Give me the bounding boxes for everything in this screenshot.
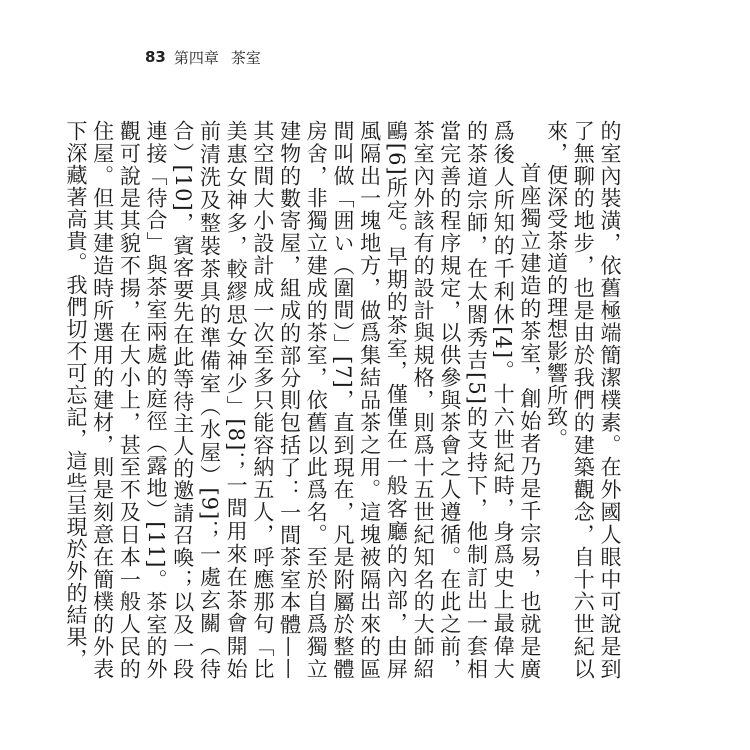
chapter-title: 第四章	[173, 48, 219, 67]
vertical-text-body	[63, 120, 633, 680]
paragraph-first-teahouse: 首座獨立建造的茶室，創始者乃是千宗易，也就是廣爲後人所知的千利休[4]。十六世紀時，身爲史上最偉大的茶道宗師，在太閤秀吉[5]的支持下，他制訂出一套相當完善的程序規定，以供參與茶會之人遵循。在此之前，茶室內外該有的設計與規格，則爲十五世紀知名的大師紹鷗[6]所定。早期的茶室，僅僅在一般客廳的內部，由屏風隔出一塊地方，做爲集結品茶之用。這塊被隔出來的區間叫做「囲い（圍間）」[7]，直到現在，凡是附屬於整體房舍，非獨立建成的茶室，依舊以此爲名。至於自爲獨立建物的數寄屋，組成的部分則包括了：一間茶室本體——其空間大小設計成一次至多只能容納五人，呼應那句「比美惠女神多，較繆思女神少」[8]；一間用來在茶會開始前清洗及整裝茶具的準備室（水屋）[9]；一處玄關（待合）[10]，賓客要先在此等待主人的邀請召喚；以及一段連接「待合」與茶室兩處的庭徑（露地）[11]。茶室的外觀可說是其貌不揚，在大小上，甚至不及日本一般人民的住屋。但其建造時所選用的建材，則是刻意在簡樸的外表下深藏著高貴。我們切不可忘記，這些呈現於外的結果，	[63, 120, 542, 680]
section-title: 茶室	[230, 48, 261, 67]
running-header	[145, 46, 261, 68]
paragraph-continued: 的室內裝潢，依舊極端簡潔樸素。在外國人眼中可說是到了無聊的地步，也是由於我們的建築觀念，自十六世紀以來，便深受茶道的理想影響所致。	[544, 120, 622, 680]
page-number: 83	[145, 48, 166, 66]
